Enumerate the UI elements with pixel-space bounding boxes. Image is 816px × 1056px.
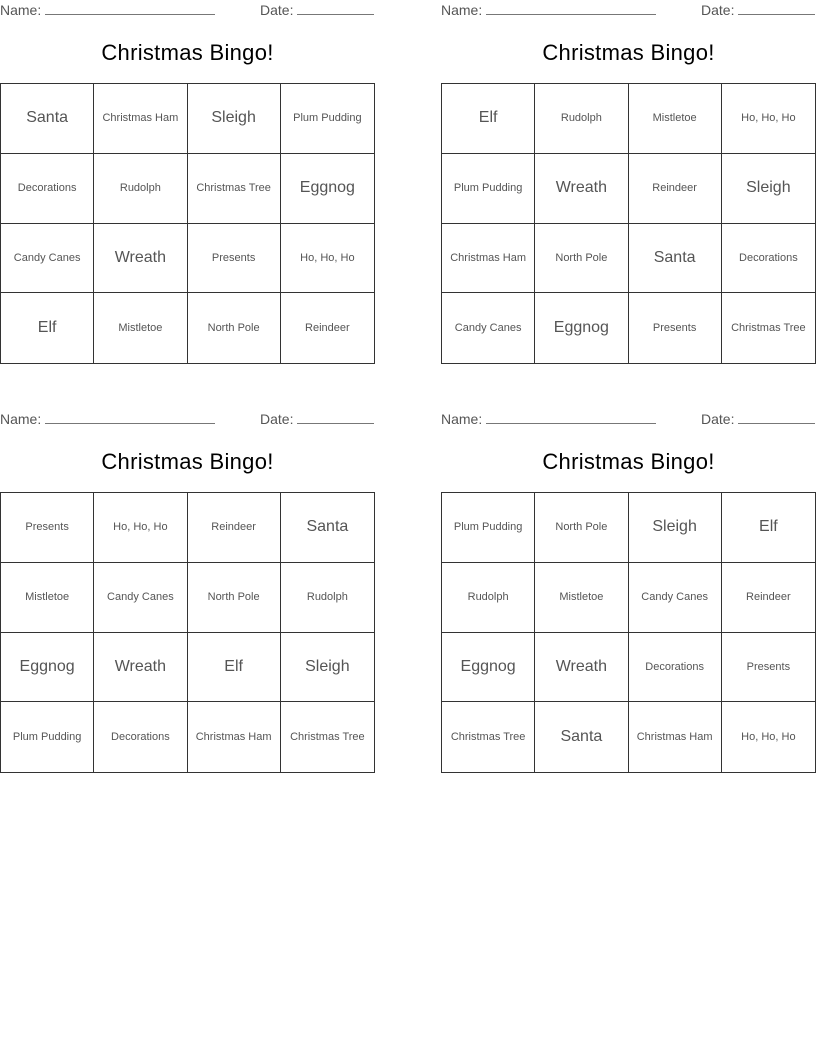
bingo-cell[interactable]: Christmas Tree (188, 154, 281, 224)
name-label: Name: (0, 411, 42, 427)
bingo-cell[interactable]: Rudolph (535, 84, 628, 154)
bingo-cell[interactable]: Mistletoe (535, 563, 628, 633)
bingo-cell[interactable]: Decorations (722, 224, 815, 294)
bingo-grid (441, 492, 816, 773)
bingo-cell[interactable]: Eggnog (442, 633, 535, 703)
bingo-cell[interactable]: Elf (722, 493, 815, 563)
bingo-cell[interactable]: Eggnog (535, 293, 628, 363)
bingo-cell[interactable]: Ho, Ho, Ho (722, 84, 815, 154)
bingo-cell[interactable]: Santa (1, 84, 94, 154)
bingo-cell[interactable]: Wreath (535, 633, 628, 703)
bingo-cell[interactable]: Elf (1, 293, 94, 363)
info-row (0, 411, 375, 429)
bingo-cell[interactable]: Christmas Ham (188, 702, 281, 772)
bingo-cell[interactable]: Plum Pudding (281, 84, 374, 154)
bingo-grid (0, 83, 375, 364)
bingo-cell[interactable]: Plum Pudding (1, 702, 94, 772)
bingo-cell[interactable]: Eggnog (281, 154, 374, 224)
date-label: Date: (260, 2, 294, 18)
bingo-grid (0, 492, 375, 773)
bingo-cell[interactable]: Santa (629, 224, 722, 294)
bingo-cell[interactable]: Elf (188, 633, 281, 703)
card-title: Christmas Bingo! (101, 449, 274, 474)
bingo-card-2 (441, 0, 816, 365)
bingo-cell[interactable]: Ho, Ho, Ho (741, 731, 796, 744)
date-label: Date: (701, 2, 735, 18)
bingo-cell[interactable]: Wreath (94, 224, 187, 294)
bingo-cell[interactable]: Christmas Tree (290, 731, 365, 744)
name-blank-line[interactable] (45, 411, 215, 424)
bingo-cell[interactable]: North Pole (535, 224, 628, 294)
name-label: Name: (0, 2, 42, 18)
bingo-cell[interactable]: Candy Canes (442, 293, 535, 363)
info-row (0, 2, 375, 20)
bingo-cell[interactable]: Decorations (94, 702, 187, 772)
bingo-cell[interactable]: Ho, Ho, Ho (94, 493, 187, 563)
date-blank-line[interactable] (738, 411, 815, 424)
bingo-cell[interactable]: Christmas Ham (94, 84, 187, 154)
bingo-cell[interactable]: Presents (722, 633, 815, 703)
bingo-cell[interactable]: Sleigh (722, 154, 815, 224)
bingo-cell[interactable]: Candy Canes (629, 563, 722, 633)
name-label: Name: (441, 2, 483, 18)
bingo-cell[interactable]: Presents (629, 293, 722, 363)
bingo-cell[interactable]: North Pole (188, 293, 281, 363)
bingo-cell[interactable]: Christmas Tree (442, 702, 535, 772)
name-label: Name: (441, 411, 483, 427)
bingo-cell[interactable]: Wreath (535, 154, 628, 224)
bingo-cell[interactable]: Plum Pudding (442, 493, 535, 563)
bingo-card-1 (0, 0, 375, 365)
bingo-cell[interactable]: Candy Canes (94, 563, 187, 633)
card-title: Christmas Bingo! (542, 449, 715, 474)
info-row (441, 2, 816, 20)
bingo-cell[interactable]: Mistletoe (629, 84, 722, 154)
bingo-cell[interactable]: Rudolph (442, 563, 535, 633)
bingo-cell[interactable]: Mistletoe (94, 293, 187, 363)
bingo-cell[interactable]: Reindeer (722, 563, 815, 633)
bingo-cell[interactable]: Sleigh (188, 84, 281, 154)
bingo-cell[interactable]: Rudolph (94, 154, 187, 224)
bingo-cell[interactable]: Christmas Ham (442, 224, 535, 294)
bingo-cell[interactable]: Christmas Ham (629, 702, 722, 772)
bingo-cell[interactable]: Candy Canes (1, 224, 94, 294)
bingo-cell[interactable]: Presents (1, 493, 94, 563)
bingo-cell[interactable]: Santa (535, 702, 628, 772)
card-title: Christmas Bingo! (101, 40, 274, 65)
bingo-cell[interactable]: Reindeer (305, 322, 350, 335)
bingo-cell[interactable]: Wreath (94, 633, 187, 703)
date-blank-line[interactable] (297, 2, 374, 15)
bingo-cell[interactable]: Decorations (1, 154, 94, 224)
bingo-cell[interactable]: Presents (188, 224, 281, 294)
bingo-cell[interactable]: Reindeer (188, 493, 281, 563)
bingo-cell[interactable]: Sleigh (629, 493, 722, 563)
bingo-cell[interactable]: Plum Pudding (442, 154, 535, 224)
bingo-cell[interactable]: Rudolph (281, 563, 374, 633)
bingo-cell[interactable]: North Pole (188, 563, 281, 633)
bingo-card-3 (0, 409, 375, 774)
name-blank-line[interactable] (45, 2, 215, 15)
bingo-card-4 (441, 409, 816, 774)
bingo-cell[interactable]: Eggnog (1, 633, 94, 703)
bingo-cell[interactable]: Reindeer (629, 154, 722, 224)
bingo-cell[interactable]: North Pole (535, 493, 628, 563)
bingo-cell[interactable]: Mistletoe (1, 563, 94, 633)
bingo-grid (441, 83, 816, 364)
date-label: Date: (701, 411, 735, 427)
date-blank-line[interactable] (297, 411, 374, 424)
name-blank-line[interactable] (486, 411, 656, 424)
bingo-cell[interactable]: Decorations (629, 633, 722, 703)
bingo-cell[interactable]: Santa (281, 493, 374, 563)
bingo-cell[interactable]: Christmas Tree (731, 322, 806, 335)
card-title: Christmas Bingo! (542, 40, 715, 65)
name-blank-line[interactable] (486, 2, 656, 15)
info-row (441, 411, 816, 429)
bingo-cell[interactable]: Sleigh (281, 633, 374, 703)
bingo-cell[interactable]: Ho, Ho, Ho (281, 224, 374, 294)
date-label: Date: (260, 411, 294, 427)
date-blank-line[interactable] (738, 2, 815, 15)
bingo-cell[interactable]: Elf (442, 84, 535, 154)
